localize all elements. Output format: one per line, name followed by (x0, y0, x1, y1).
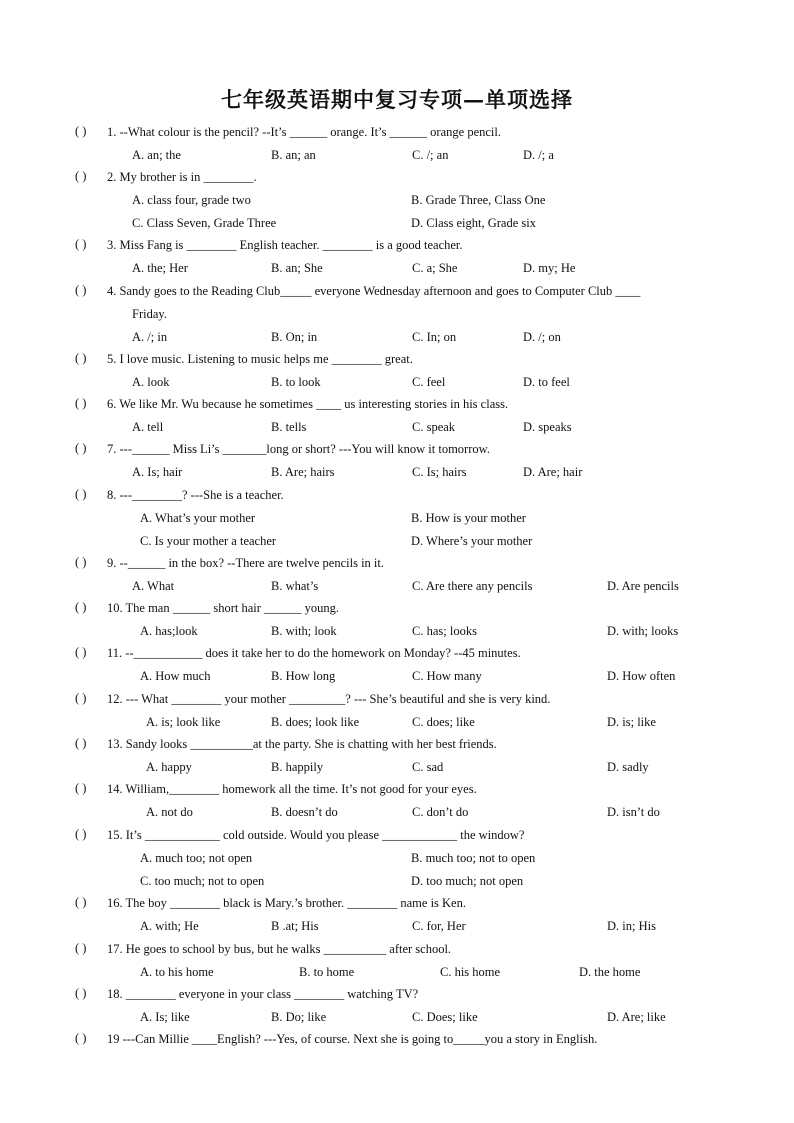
option: C. Is; hairs (412, 465, 467, 479)
question-text: 13. Sandy looks __________at the party. She is chatting with her best friends. (107, 737, 497, 751)
option: A. not do (146, 805, 193, 819)
question-text: 17. He goes to school by bus, but he walks __________ after school. (107, 942, 452, 956)
answer-blank: ( ) (75, 941, 87, 955)
answer-blank: ( ) (75, 351, 87, 365)
option: B. How is your mother (411, 511, 526, 525)
option: C. Class Seven, Grade Three (132, 216, 277, 230)
option: D. Class eight, Grade six (411, 216, 536, 230)
question-text: 2. My brother is in ________. (107, 170, 257, 184)
answer-blank: ( ) (75, 124, 87, 138)
question-text: 5. I love music. Listening to music helps me ________ great. (107, 352, 413, 366)
question-text: 6. We like Mr. Wu because he sometimes ____ us interesting stories in his class. (107, 397, 509, 411)
option: B. does; look like (271, 715, 360, 729)
option: B. doesn’t do (271, 805, 338, 819)
answer-blank: ( ) (75, 781, 87, 795)
question-text: 19 ---Can Millie ____English? ---Yes, of course. Next she is going to_____you a story in English. (107, 1032, 598, 1046)
option: D. sadly (607, 760, 649, 774)
option: D. the home (579, 965, 641, 979)
option: D. How often (607, 669, 676, 683)
option: C. feel (412, 375, 446, 389)
option: A. What (132, 579, 175, 593)
option: B. much too; not to open (411, 851, 536, 865)
question-text: 9. --______ in the box? --There are twelve pencils in it. (107, 556, 384, 570)
option: A. is; look like (146, 715, 221, 729)
option: B. Do; like (271, 1010, 327, 1024)
option: C. his home (440, 965, 501, 979)
question-text: 18. ________ everyone in your class ________ watching TV? (107, 987, 419, 1001)
question-text: 11. --___________ does it take her to do the homework on Monday? --45 minutes. (107, 646, 521, 660)
question-text: 3. Miss Fang is ________ English teacher. ________ is a good teacher. (107, 238, 463, 252)
option: B. On; in (271, 330, 318, 344)
option: A. look (132, 375, 170, 389)
option: C. Are there any pencils (412, 579, 533, 593)
question-text-continued: Friday. (132, 307, 167, 321)
answer-blank: ( ) (75, 1031, 87, 1045)
answer-blank: ( ) (75, 827, 87, 841)
page-title: 七年级英语期中复习专项—单项选择 (221, 87, 573, 112)
answer-blank: ( ) (75, 237, 87, 251)
option: C. Is your mother a teacher (140, 534, 277, 548)
answer-blank: ( ) (75, 645, 87, 659)
option: B .at; His (271, 919, 319, 933)
answer-blank: ( ) (75, 487, 87, 501)
option: D. /; a (523, 148, 554, 162)
option: B. an; an (271, 148, 316, 162)
option: A. has;look (140, 624, 198, 638)
question-text: 12. --- What ________ your mother _________? --- She’s beautiful and she is very kind. (107, 692, 551, 706)
answer-blank: ( ) (75, 600, 87, 614)
option: D. too much; not open (411, 874, 524, 888)
option: D. Are pencils (607, 579, 679, 593)
option: A. class four, grade two (132, 193, 251, 207)
question-text: 7. ---______ Miss Li’s _______long or short? ---You will know it tomorrow. (107, 442, 490, 456)
option: D. to feel (523, 375, 570, 389)
option: D. Are; like (607, 1010, 666, 1024)
option: D. speaks (523, 420, 572, 434)
option: B. Are; hairs (271, 465, 335, 479)
question-text: 14. William,________ homework all the time. It’s not good for your eyes. (107, 782, 477, 796)
option: D. isn’t do (607, 805, 660, 819)
option: B. How long (271, 669, 336, 683)
answer-blank: ( ) (75, 736, 87, 750)
answer-blank: ( ) (75, 283, 87, 297)
option: D. is; like (607, 715, 656, 729)
option: A. happy (146, 760, 192, 774)
option: C. /; an (412, 148, 449, 162)
option: B. happily (271, 760, 324, 774)
question-text: 4. Sandy goes to the Reading Club_____ everyone Wednesday afternoon and goes to Computer Club ____ (107, 284, 641, 298)
option: B. what’s (271, 579, 319, 593)
option: D. my; He (523, 261, 576, 275)
option: C. for, Her (412, 919, 466, 933)
option: D. /; on (523, 330, 561, 344)
option: A. What’s your mother (140, 511, 256, 525)
option: C. don’t do (412, 805, 469, 819)
option: B. to home (299, 965, 355, 979)
option: B. tells (271, 420, 307, 434)
option: A. the; Her (132, 261, 188, 275)
option: A. Is; hair (132, 465, 183, 479)
option: C. In; on (412, 330, 457, 344)
question-text: 8. ---________? ---She is a teacher. (107, 488, 284, 502)
option: C. too much; not to open (140, 874, 265, 888)
answer-blank: ( ) (75, 396, 87, 410)
option: A. an; the (132, 148, 181, 162)
option: C. How many (412, 669, 482, 683)
option: B. with; look (271, 624, 337, 638)
option: D. with; looks (607, 624, 679, 638)
answer-blank: ( ) (75, 895, 87, 909)
question-text: 10. The man ______ short hair ______ young. (107, 601, 340, 615)
option: C. speak (412, 420, 456, 434)
question-text: 15. It’s ____________ cold outside. Would you please ____________ the window? (107, 828, 525, 842)
answer-blank: ( ) (75, 441, 87, 455)
option: D. in; His (607, 919, 656, 933)
option: D. Where’s your mother (411, 534, 533, 548)
option: C. has; looks (412, 624, 477, 638)
option: A. /; in (132, 330, 168, 344)
option: A. tell (132, 420, 164, 434)
option: C. sad (412, 760, 444, 774)
option: A. How much (140, 669, 211, 683)
option: B. an; She (271, 261, 323, 275)
answer-blank: ( ) (75, 691, 87, 705)
option: A. with; He (140, 919, 199, 933)
answer-blank: ( ) (75, 169, 87, 183)
question-text: 1. --What colour is the pencil? --It’s ______ orange. It’s ______ orange pencil. (107, 125, 501, 139)
option: A. to his home (140, 965, 214, 979)
option: B. to look (271, 375, 321, 389)
option: B. Grade Three, Class One (411, 193, 546, 207)
option: D. Are; hair (523, 465, 583, 479)
option: C. a; She (412, 261, 458, 275)
option: A. Is; like (140, 1010, 190, 1024)
option: C. Does; like (412, 1010, 478, 1024)
option: A. much too; not open (140, 851, 253, 865)
question-text: 16. The boy ________ black is Mary.’s brother. ________ name is Ken. (107, 896, 466, 910)
answer-blank: ( ) (75, 986, 87, 1000)
option: C. does; like (412, 715, 475, 729)
answer-blank: ( ) (75, 555, 87, 569)
